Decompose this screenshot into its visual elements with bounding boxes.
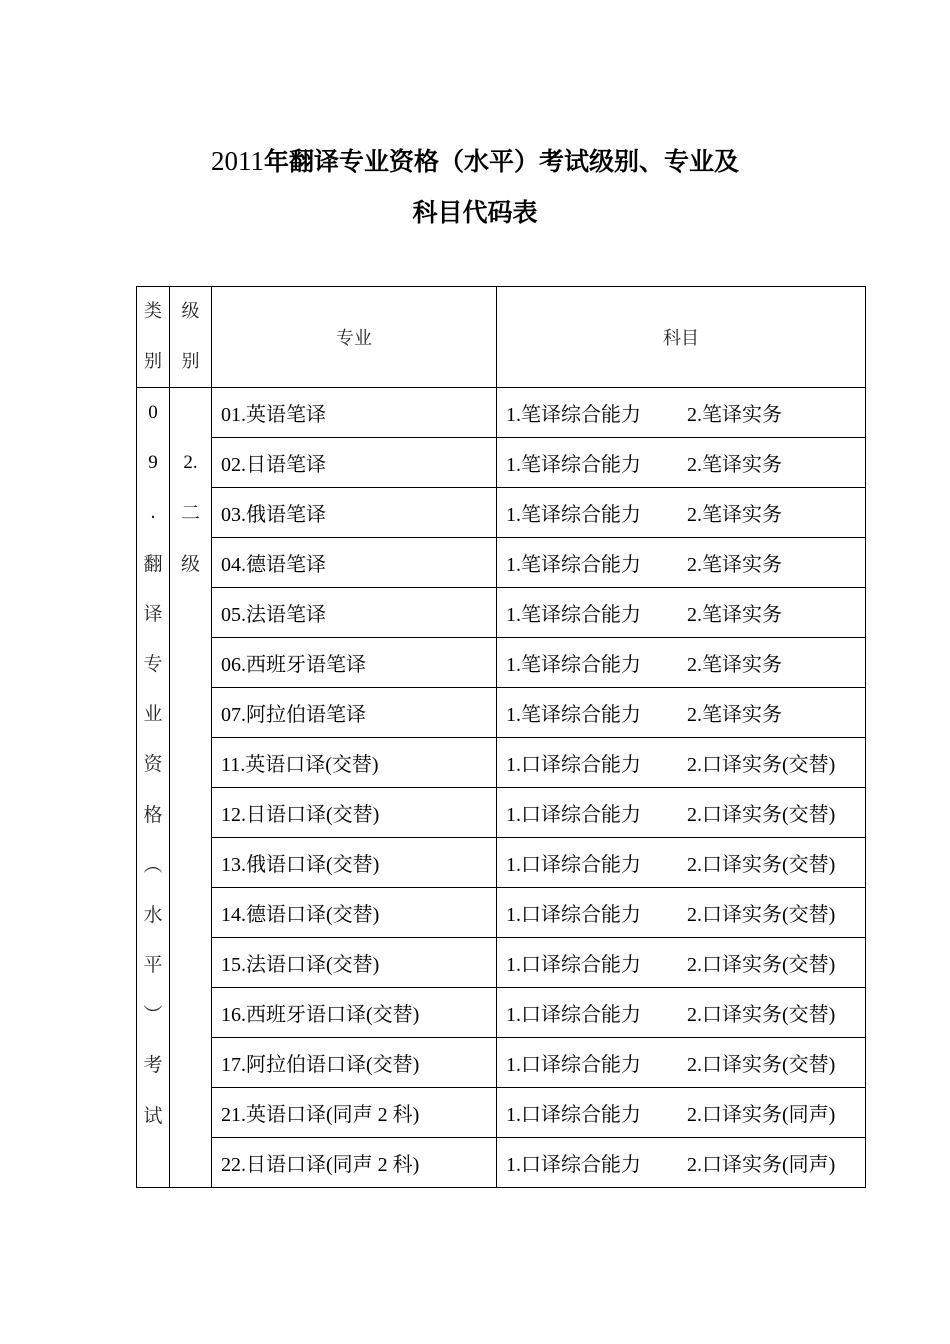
subject-cell <box>497 988 866 1038</box>
document-title-line1 <box>0 142 950 178</box>
category-char: 资 <box>143 753 163 776</box>
subject-2: 2.笔译实务 <box>687 604 782 626</box>
category-char: 格 <box>143 803 163 826</box>
subject-2: 2.口译实务(同声) <box>687 1104 836 1126</box>
header-category <box>137 287 170 388</box>
major-cell: 21.英语口译(同声 2 科) <box>212 1088 497 1138</box>
subject-1: 1.笔译综合能力 <box>506 554 641 576</box>
table-row <box>137 738 866 788</box>
major-cell: 05.法语笔译 <box>212 588 497 638</box>
subject-2: 2.口译实务(交替) <box>687 754 836 776</box>
major-cell: 04.德语笔译 <box>212 538 497 588</box>
code-table <box>136 286 866 1188</box>
major-cell: 13.俄语口译(交替) <box>212 838 497 888</box>
subject-1: 1.口译综合能力 <box>506 804 641 826</box>
header-row <box>137 287 866 388</box>
category-char: 考 <box>143 1054 163 1077</box>
major-cell: 12.日语口译(交替) <box>212 788 497 838</box>
subject-cell <box>497 738 866 788</box>
subject-cell <box>497 938 866 988</box>
major-cell: 02.日语笔译 <box>212 438 497 488</box>
table-row <box>137 438 866 488</box>
major-cell: 22.日语口译(同声 2 科) <box>212 1138 497 1188</box>
level-char: 2. <box>183 452 198 474</box>
header-subject: 科目 <box>497 287 866 388</box>
subject-2: 2.口译实务(交替) <box>687 904 836 926</box>
table-row <box>137 388 866 438</box>
header-level <box>170 287 212 388</box>
subject-1: 1.笔译综合能力 <box>506 454 641 476</box>
category-char: 0 <box>148 402 158 423</box>
title-year: 2011 <box>210 146 264 176</box>
subject-cell <box>497 838 866 888</box>
major-cell: 14.德语口译(交替) <box>212 888 497 938</box>
header-level-char: 别 <box>181 351 200 372</box>
subject-2: 2.口译实务(交替) <box>687 854 836 876</box>
document-title-line2: 科目代码表 <box>412 198 538 227</box>
table-row <box>137 1138 866 1188</box>
level-char: 二 <box>180 502 200 525</box>
table-row <box>137 488 866 538</box>
subject-2: 2.笔译实务 <box>687 654 782 676</box>
subject-1: 1.笔译综合能力 <box>506 504 641 526</box>
level-char: 级 <box>180 552 200 575</box>
category-char: 水 <box>143 903 163 926</box>
subject-1: 1.口译综合能力 <box>506 1104 641 1126</box>
subject-1: 1.口译综合能力 <box>506 754 641 776</box>
table-row <box>137 638 866 688</box>
subject-2: 2.口译实务(同声) <box>687 1154 836 1176</box>
major-cell: 16.西班牙语口译(交替) <box>212 988 497 1038</box>
subject-cell <box>497 688 866 738</box>
subject-1: 1.口译综合能力 <box>506 1054 641 1076</box>
subject-cell <box>497 1038 866 1088</box>
subject-1: 1.口译综合能力 <box>506 1004 641 1026</box>
category-char: 业 <box>143 703 163 726</box>
level-spacer <box>170 388 211 438</box>
table-row <box>137 1088 866 1138</box>
subject-cell <box>497 538 866 588</box>
table-row <box>137 788 866 838</box>
category-char: 专 <box>143 652 163 675</box>
level-cell <box>170 388 212 1188</box>
header-category-char: 类 <box>144 301 162 322</box>
subject-2: 2.笔译实务 <box>687 554 782 576</box>
subject-cell <box>497 438 866 488</box>
subject-1: 1.笔译综合能力 <box>506 404 641 426</box>
table-row <box>137 888 866 938</box>
subject-cell <box>497 638 866 688</box>
header-category-char: 别 <box>144 351 162 372</box>
subject-cell <box>497 488 866 538</box>
table-row <box>137 588 866 638</box>
subject-1: 1.口译综合能力 <box>506 954 641 976</box>
category-char: 平 <box>143 954 163 977</box>
title-text-line1: 年翻译专业资格（水平）考试级别、专业及 <box>263 147 739 176</box>
category-char: ︵ <box>143 853 163 876</box>
table-row <box>137 1038 866 1088</box>
subject-2: 2.笔译实务 <box>687 404 782 426</box>
table-row <box>137 838 866 888</box>
major-cell: 11.英语口译(交替) <box>212 738 497 788</box>
subject-2: 2.笔译实务 <box>687 704 782 726</box>
subject-cell <box>497 1138 866 1188</box>
subject-1: 1.笔译综合能力 <box>506 654 641 676</box>
subject-cell <box>497 588 866 638</box>
major-cell: 07.阿拉伯语笔译 <box>212 688 497 738</box>
subject-cell <box>497 388 866 438</box>
subject-2: 2.口译实务(交替) <box>687 954 836 976</box>
major-cell: 15.法语口译(交替) <box>212 938 497 988</box>
subject-2: 2.口译实务(交替) <box>687 1004 836 1026</box>
table-row <box>137 538 866 588</box>
subject-2: 2.口译实务(交替) <box>687 804 836 826</box>
category-char: . <box>150 502 156 524</box>
table-row <box>137 688 866 738</box>
subject-1: 1.口译综合能力 <box>506 904 641 926</box>
subject-cell <box>497 1088 866 1138</box>
subject-1: 1.笔译综合能力 <box>506 704 641 726</box>
category-char: 9 <box>148 452 158 474</box>
subject-1: 1.口译综合能力 <box>506 854 641 876</box>
major-cell: 17.阿拉伯语口译(交替) <box>212 1038 497 1088</box>
category-char: ︶ <box>143 1004 163 1027</box>
table-row <box>137 938 866 988</box>
category-char: 翻 <box>143 552 163 575</box>
subject-1: 1.口译综合能力 <box>506 1154 641 1176</box>
category-cell <box>137 388 170 1188</box>
subject-cell <box>497 788 866 838</box>
table-row <box>137 988 866 1038</box>
major-cell: 03.俄语笔译 <box>212 488 497 538</box>
subject-1: 1.笔译综合能力 <box>506 604 641 626</box>
subject-cell <box>497 888 866 938</box>
category-char: 译 <box>143 602 163 625</box>
subject-2: 2.笔译实务 <box>687 504 782 526</box>
subject-2: 2.口译实务(交替) <box>687 1054 836 1076</box>
header-major: 专业 <box>212 287 497 388</box>
header-level-char: 级 <box>181 301 200 322</box>
major-cell: 01.英语笔译 <box>212 388 497 438</box>
category-char: 试 <box>143 1104 163 1127</box>
major-cell: 06.西班牙语笔译 <box>212 638 497 688</box>
subject-2: 2.笔译实务 <box>687 454 782 476</box>
